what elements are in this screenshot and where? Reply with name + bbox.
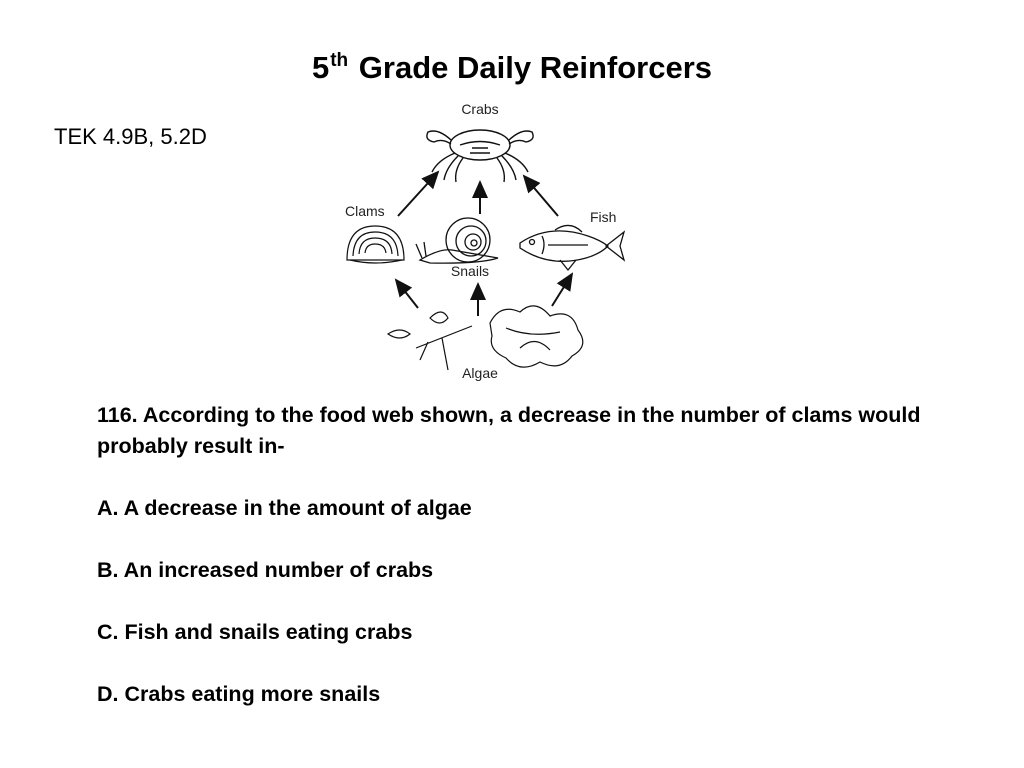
page-title xyxy=(0,50,1024,86)
clam-icon xyxy=(347,226,404,263)
algae-icon xyxy=(388,306,583,370)
choice-c: C. Fish and snails eating crabs xyxy=(97,620,413,644)
title-text: Grade Daily Reinforcers xyxy=(358,50,712,85)
choice-b: B. An increased number of crabs xyxy=(97,558,434,582)
crab-icon xyxy=(427,130,533,182)
choice-a: A. A decrease in the amount of algae xyxy=(97,496,472,520)
algae-label: Algae xyxy=(462,365,498,381)
title-superscript: th xyxy=(330,50,349,71)
question-prompt: 116. According to the food web shown, a decrease in the number of clams would probably result in- xyxy=(97,403,921,458)
choice-d: D. Crabs eating more snails xyxy=(97,682,381,706)
crabs-label: Crabs xyxy=(461,101,499,117)
fish-label: Fish xyxy=(590,209,617,225)
title-number: 5 xyxy=(311,50,330,85)
clams-label: Clams xyxy=(345,203,385,219)
arrow-algae-to-clams xyxy=(396,280,418,308)
arrow-algae-to-fish xyxy=(552,274,572,306)
arrow-clams-to-crabs xyxy=(398,172,438,216)
fish-icon xyxy=(520,225,624,270)
snails-label: Snails xyxy=(450,263,490,279)
tek-label: TEK 4.9B, 5.2D xyxy=(54,124,207,149)
arrow-fish-to-crabs xyxy=(524,176,558,216)
food-web-diagram xyxy=(320,98,640,388)
question-block xyxy=(97,400,957,710)
snail-icon xyxy=(416,218,498,263)
